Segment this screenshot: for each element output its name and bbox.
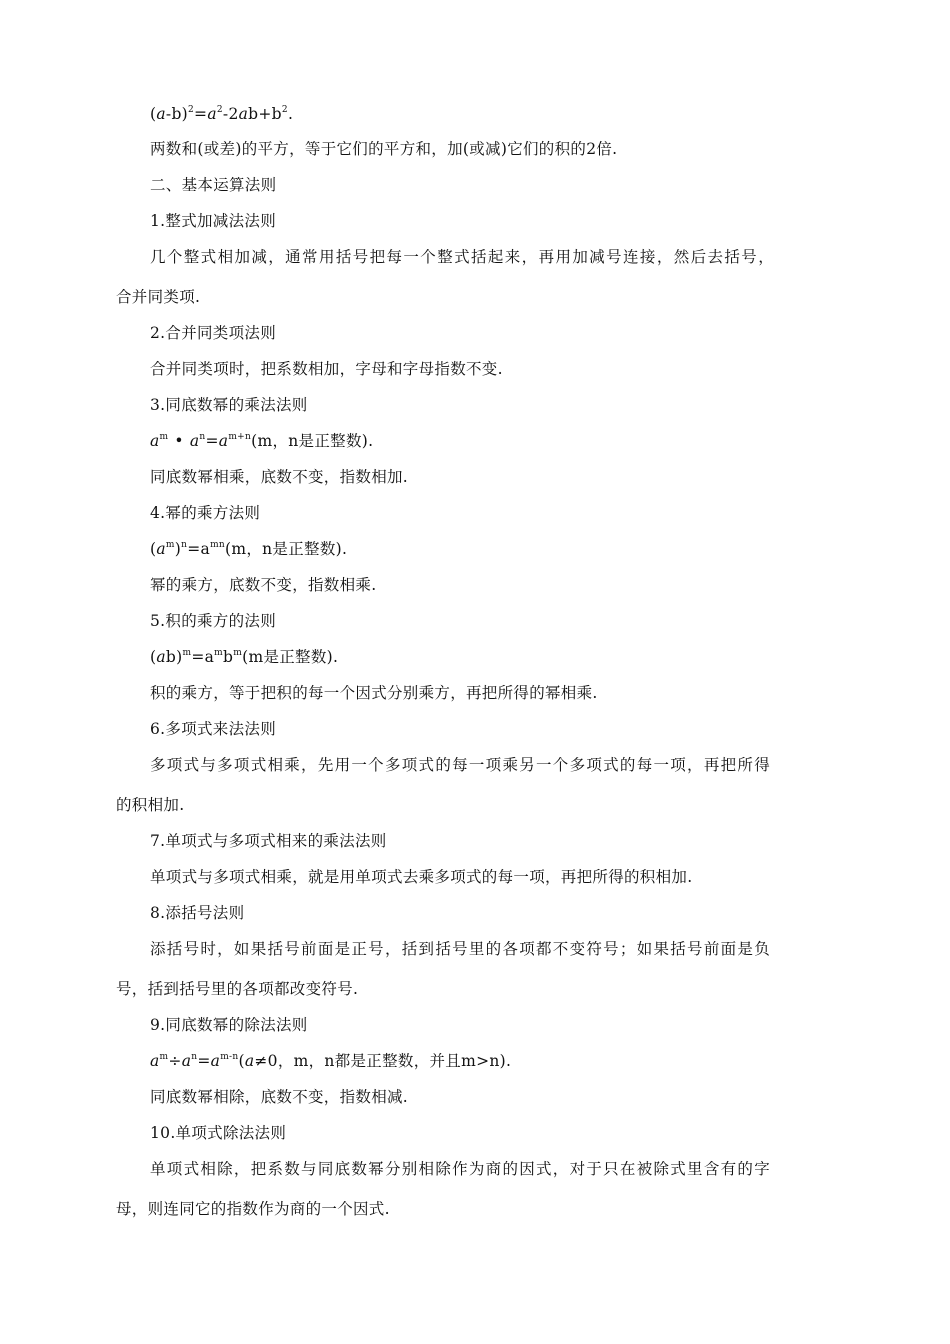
formula-var: a (238, 105, 249, 123)
formula-exponent: 2 (281, 105, 288, 115)
formula-text: =a (191, 648, 215, 666)
formula-text: b (223, 648, 234, 666)
paragraph: 两数和(或差)的平方，等于它们的平方和，加(或减)它们的积的2倍. (150, 140, 618, 158)
rule-heading: 4.幂的乘方法则 (150, 504, 261, 522)
paragraph: 的积相加. (116, 796, 185, 814)
formula-text: -2 (222, 105, 239, 123)
formula-exponent: 2 (216, 105, 223, 115)
formula-operator: ÷ (168, 1052, 182, 1070)
formula-text: ( (150, 648, 157, 666)
formula (150, 1051, 511, 1071)
formula (150, 647, 338, 667)
paragraph: 同底数幂相乘，底数不变，指数相加. (150, 468, 409, 486)
paragraph: 几个整式相加减，通常用括号把每一个整式括起来，再用加减号连接，然后去括号， (150, 248, 774, 266)
paragraph: 合并同类项时，把系数相加，字母和字母指数不变. (150, 360, 503, 378)
formula-var: a (207, 105, 217, 123)
formula-var: a (156, 105, 166, 123)
rule-heading: 8.添括号法则 (150, 904, 245, 922)
formula-text: (m，n是正整数). (225, 540, 348, 558)
formula-text: = (194, 105, 208, 123)
formula-text: ) (174, 540, 182, 558)
rule-heading: 10.单项式除法法则 (150, 1124, 287, 1142)
formula-text: (m是正整数). (242, 648, 339, 666)
formula-operator: • (174, 432, 184, 450)
formula-var: a (189, 432, 200, 450)
formula-text: =a (187, 540, 211, 558)
formula-var: a (156, 540, 166, 558)
formula-exponent: n (181, 540, 188, 550)
formula-text: . (287, 105, 294, 123)
formula-text: ( (150, 540, 157, 558)
rule-heading: 6.多项式来法法则 (150, 720, 276, 738)
section-heading: 二、基本运算法则 (150, 176, 277, 194)
formula-text: ≠0，m，n都是正整数，并且m>n). (254, 1052, 512, 1070)
formula-exponent: n (191, 1052, 198, 1062)
formula-exponent: m (214, 648, 224, 658)
formula-exponent: m (182, 648, 192, 658)
formula-text: ( (238, 1052, 245, 1070)
paragraph: 单项式相除，把系数与同底数幂分别相除作为商的因式，对于只在被除式里含有的字 (150, 1160, 770, 1178)
formula-var: a (181, 1052, 192, 1070)
formula-text: ( (150, 105, 157, 123)
formula-text: -b) (165, 105, 189, 123)
formula-var: a (218, 432, 229, 450)
paragraph: 多项式与多项式相乘，先用一个多项式的每一项乘另一个多项式的每一项，再把所得 (150, 756, 770, 774)
formula (150, 539, 347, 559)
formula-var: a (210, 1052, 221, 1070)
paragraph: 同底数幂相除，底数不变，指数相减. (150, 1088, 409, 1106)
formula-exponent: m+n (228, 432, 252, 442)
paragraph: 母，则连同它的指数作为商的一个因式. (116, 1200, 390, 1218)
formula-exponent: m (165, 540, 175, 550)
formula-text: = (205, 432, 219, 450)
formula (150, 431, 373, 451)
rule-heading: 1.整式加减法法则 (150, 212, 276, 230)
rule-heading: 5.积的乘方的法则 (150, 612, 276, 630)
rule-heading: 7.单项式与多项式相来的乘法法则 (150, 832, 387, 850)
paragraph: 积的乘方，等于把积的每一个因式分别乘方，再把所得的幂相乘. (150, 684, 598, 702)
formula-exponent: n (199, 432, 206, 442)
formula-exponent: m (159, 1052, 169, 1062)
paragraph: 号，括到括号里的各项都改变符号. (116, 980, 359, 998)
formula-exponent: mn (210, 540, 225, 550)
paragraph: 添括号时，如果括号前面是正号，括到括号里的各项都不变符号；如果括号前面是负 (150, 940, 770, 958)
rule-heading: 9.同底数幂的除法法则 (150, 1016, 308, 1034)
formula-text: = (197, 1052, 211, 1070)
formula-text: b) (165, 648, 183, 666)
paragraph: 合并同类项. (116, 288, 201, 306)
formula-var: a (150, 432, 160, 450)
paragraph: 单项式与多项式相乘，就是用单项式去乘多项式的每一项，再把所得的积相加. (150, 868, 693, 886)
formula-text: b+b (248, 105, 282, 123)
formula-var: a (150, 1052, 160, 1070)
paragraph: 幂的乘方，底数不变，指数相乘. (150, 576, 377, 594)
formula-var: a (156, 648, 166, 666)
formula-text: (m，n是正整数). (251, 432, 374, 450)
rule-heading: 2.合并同类项法则 (150, 324, 276, 342)
formula-exponent: 2 (188, 105, 195, 115)
square-difference-formula (150, 104, 293, 124)
rule-heading: 3.同底数幂的乘法法则 (150, 396, 308, 414)
formula-exponent: m (159, 432, 169, 442)
formula-exponent: m-n (220, 1052, 239, 1062)
formula-exponent: m (233, 648, 243, 658)
formula-var: a (244, 1052, 255, 1070)
